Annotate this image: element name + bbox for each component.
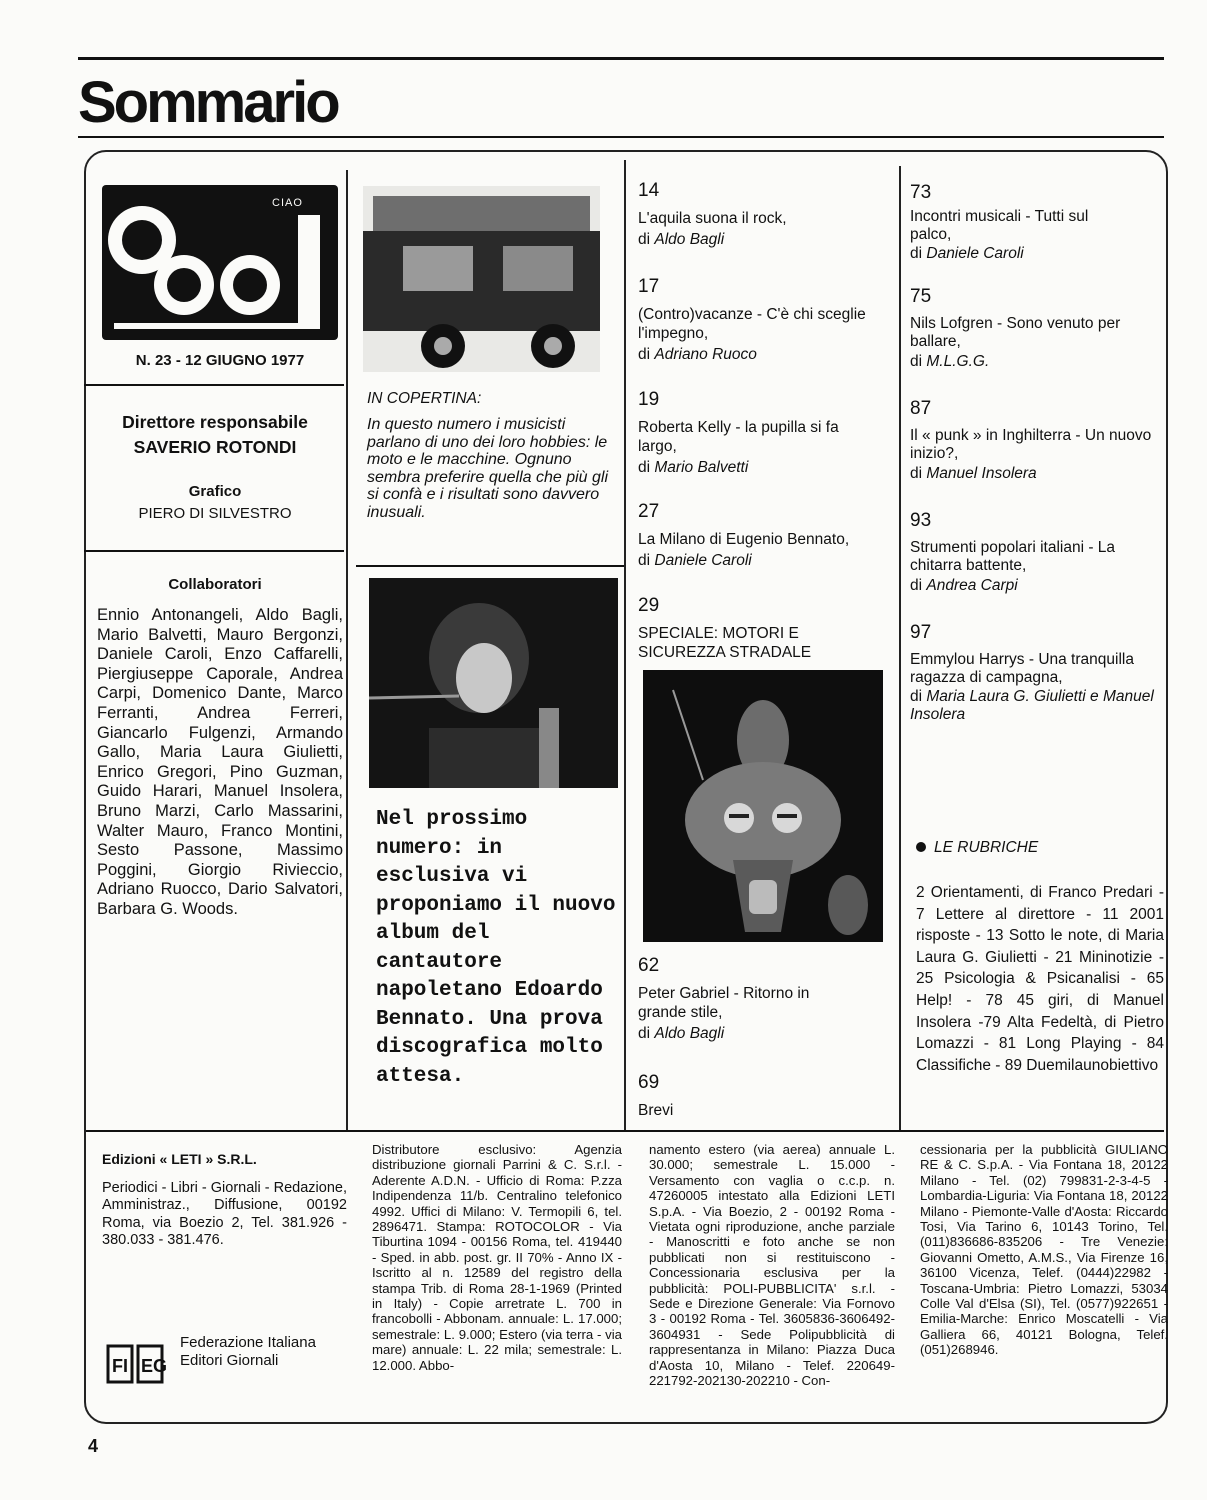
fieg-text: Federazione Italiana Editori Giornali [180, 1334, 316, 1369]
toc-page-number: 87 [910, 398, 932, 419]
masthead-rule-2 [84, 550, 344, 552]
collaborators-label: Collaboratori [168, 576, 262, 593]
rubriche-label: LE RUBRICHE [934, 839, 1039, 856]
toc-author: Aldo Bagli [654, 231, 725, 248]
toc-title: Incontri musicali - Tutti sul palco, [910, 208, 1089, 243]
title-rule [78, 136, 1164, 138]
toc-page-number: 69 [638, 1072, 660, 1093]
director-label: Direttore responsabile [122, 412, 308, 432]
toc-page-number: 19 [638, 389, 660, 410]
toc-title: Nils Lofgren - Sono venuto per ballare, [910, 315, 1121, 350]
toc-by: di [910, 353, 927, 370]
fieg-logo [104, 1342, 166, 1386]
footer-column-4: cessionaria per la pubblicità GIULIANO RE & C. S.p.A. - Via Fontana 18, 20122 Milano - Tel. (02) 799831-2-3-4-5 - Lombardia-Liguria: Via Fontana 18, 20122 Milano - Piemonte-Valle d'Aosta: Riccardo Tosi, Via Tarino 6, 10143 Torino, Tel. (011)836686-835206 - Tre Venezie: Giovanni Ometto, A.M.S., Via Firenze 16, 36100 Vicenza, Telef. (0444)22982 - Toscana-Umbria: Pietro Lomazzi, 53034 Colle Val d'Elsa (SI), Tel. (0577)922651 - Emilia-Marche: Enrico Moscatelli - Via Galliera 66, 40121 Bologna, Telef. (051)268946. [920, 1142, 1168, 1358]
toc-title: Brevi [638, 1102, 674, 1119]
director-name: SAVERIO ROTONDI [133, 437, 297, 457]
toc-title: Peter Gabriel - Ritorno in grande stile, [638, 985, 810, 1021]
toc-title: Strumenti popolari italiani - La chitarra battente, [910, 539, 1116, 574]
toc-page-number: 17 [638, 276, 660, 297]
toc-title: (Contro)vacanze - C'è chi sceglie l'impegno, [638, 306, 866, 342]
toc-by: di [638, 552, 655, 569]
toc-page-number: 29 [638, 595, 660, 616]
next-issue-text: Nel prossimo numero: in esclusiva vi proponiamo il nuovo album del cantautore napoletano Edoardo Bennato. Una prova discografica molto attesa. [376, 808, 616, 1088]
toc-entry[interactable] [910, 622, 1160, 724]
graphic-name: PIERO DI SILVESTRO [138, 505, 292, 522]
toc-title: La Milano di Eugenio Bennato, [638, 531, 850, 548]
footer-rule [86, 1130, 1164, 1132]
svg-text:FI: FI [112, 1356, 128, 1376]
toc-page-number: 75 [910, 286, 932, 307]
toc-title: Emmylou Harrys - Una tranquilla ragazza di campagna, [910, 651, 1134, 686]
toc-title: L'aquila suona il rock, [638, 210, 787, 227]
masthead-rule-1 [84, 384, 344, 386]
toc-title: SPECIALE: MOTORI E SICUREZZA STRADALE [638, 625, 812, 661]
page-title: Sommario [78, 70, 338, 135]
toc-by: di [910, 465, 927, 482]
toc-entry[interactable] [638, 276, 870, 364]
cover-photo [363, 186, 600, 372]
toc-author: Aldo Bagli [654, 1025, 725, 1042]
toc-by: di [910, 688, 927, 705]
footer-column-3: namento estero (via aerea) annuale L. 30.000; semestrale L. 15.000 - Versamento con vaglia o c.c.p. n. 47260005 intestato alla Edizioni LETI S.p.A. - Via Boezio, 2 - 00192 Roma - Vietata ogni riproduzione, anche parziale - Manoscritti e foto anche se non pubblicati non si restituiscono - Concessionaria esclusiva per la pubblicità: POLI-PUBBLICITA' s.r.l. - Sede e Direzione Generale: Via Fornovo 3 - 00192 Roma - Tel. 3605836-3606492-3604931 - Sede Polipubblicità di rappresentanza in Milano: Piazza Duca d'Aosta 10, Milano - Telef. 220649-221792-202130-202210 - Con- [649, 1142, 895, 1389]
toc-page-number: 62 [638, 955, 660, 976]
toc-page-number: 14 [638, 180, 660, 201]
toc-entry[interactable] [638, 595, 838, 662]
collaborators-list: Ennio Antonangeli, Aldo Bagli, Mario Balvetti, Mauro Bergonzi, Daniele Caroli, Enzo Caffarelli, Piergiuseppe Caporale, Andrea Carpi, Domenico Dante, Marco Ferranti, Andrea Ferreri, Giancarlo Fulgenzi, Armando Gallo, Maria Laura Giulietti, Enrico Gregori, Pino Guzman, Guido Harari, Manuel Insolera, Bruno Marzi, Carlo Massarini, Walter Mauro, Franco Montini, Sesto Passone, Massimo Poggini, Giorgio Rivieccio, Adriano Ruocco, Dario Salvatori, Barbara G. Woods. [97, 606, 343, 918]
top-rule [78, 57, 1164, 60]
toc-entry[interactable] [910, 182, 1118, 263]
rubriche-list: 2 Orientamenti, di Franco Predari - 7 Lettere al direttore - 11 2001 risposte - 13 Sotto le note, di Maria Laura G. Giulietti - 21 Mininotizie - 25 Psicologia & Psicanalisi - 65 Help! - 78 45 giri, di Manuel Insolera -79 Alta Fedeltà, di Pietro Lomazzi - 81 Long Playing - 84 Classifiche - 89 Duemilaunobiettivo [916, 884, 1164, 1074]
toc-author: Adriano Ruoco [654, 346, 757, 363]
publisher-name: Edizioni « LETI » S.R.L. [102, 1151, 257, 1167]
toc-author: Manuel Insolera [926, 465, 1037, 482]
footer-column-2: Distributore esclusivo: Agenzia distribuzione giornali Parrini & C. S.r.l. - Aderente A.D.N. - Ufficio di Roma: P.zza Indipendenza 11/b. Centralino telefonico 4992. Uffici di Milano: V. Termopili 6, tel. 2896471. Stampa: ROTOCOLOR - Via Tiburtina 1094 - 00156 Roma, tel. 419440 - Sped. in abb. post. gr. II 70% - Anno IX - Iscritto al n. 12589 del registro della stampa Trib. di Roma 28-1-1969 (Printed in Italy) - Copie arretrate L. 700 in francobolli - Abbonam. annuale: L. 17.000; semestrale: L. 9.000; Estero (via terra - via mare) annuale: L. 22 mila; semestrale: L. 12.000. Abbo- [372, 1142, 622, 1373]
toc-entry[interactable] [910, 510, 1145, 595]
graphic-label: Grafico [188, 483, 242, 500]
toc-entry[interactable] [910, 398, 1155, 483]
toc-entry[interactable] [910, 286, 1132, 371]
issue-date: N. 23 - 12 GIUGNO 1977 [135, 352, 305, 369]
toc-entry[interactable] [638, 180, 787, 249]
toc-entry[interactable] [638, 955, 848, 1043]
toc-page-number: 27 [638, 501, 660, 522]
toc-by: di [910, 245, 927, 262]
toc-author: Daniele Caroli [654, 552, 752, 569]
toc-by: di [638, 459, 655, 476]
logo-ciao-text: CIAO [272, 197, 303, 209]
toc-by: di [638, 346, 655, 363]
toc-author: Daniele Caroli [926, 245, 1024, 262]
toc-entry[interactable] [638, 501, 890, 570]
toc-author: Mario Balvetti [654, 459, 749, 476]
toc-by: di [638, 231, 655, 248]
toc-by: di [638, 1025, 655, 1042]
toc-title: Roberta Kelly - la pupilla si fa largo, [638, 419, 839, 455]
column-divider-1 [346, 170, 348, 1130]
toc-page-number: 93 [910, 510, 932, 531]
toc-entry[interactable] [638, 1072, 848, 1120]
toc-entry[interactable] [638, 389, 848, 477]
rubriche-heading [916, 838, 1038, 857]
toc-title: Il « punk » in Inghilterra - Un nuovo inizio?, [910, 427, 1152, 462]
robot-illustration [643, 670, 883, 942]
svg-text:EG: EG [141, 1356, 166, 1376]
toc-author: Maria Laura G. Giulietti e Manuel Insolera [910, 688, 1154, 723]
cover-rule [356, 565, 624, 567]
column-divider-3 [899, 166, 901, 1130]
toc-author: M.L.G.G. [926, 353, 990, 370]
column-divider-2 [624, 160, 626, 1130]
magazine-logo [102, 185, 338, 340]
cover-description: In questo numero i musicisti parlano di uno dei loro hobbies: le moto e le macchine. Ognuno sembra preferire quella che più gli si confà e i risultati sono davvero inusuali. [367, 416, 609, 521]
publisher-info: Periodici - Libri - Giornali - Redazione, Amministraz., Diffusione, 00192 Roma, via Boezio 2, Tel. 381.926 - 380.033 - 381.476. [102, 1180, 347, 1249]
cover-label: IN COPERTINA: [367, 390, 482, 407]
toc-by: di [910, 577, 927, 594]
singer-photo [369, 578, 618, 788]
toc-page-number: 73 [910, 182, 932, 203]
toc-author: Andrea Carpi [926, 577, 1018, 594]
bullet-icon [916, 842, 926, 852]
page-number: 4 [88, 1436, 99, 1456]
toc-page-number: 97 [910, 622, 932, 643]
